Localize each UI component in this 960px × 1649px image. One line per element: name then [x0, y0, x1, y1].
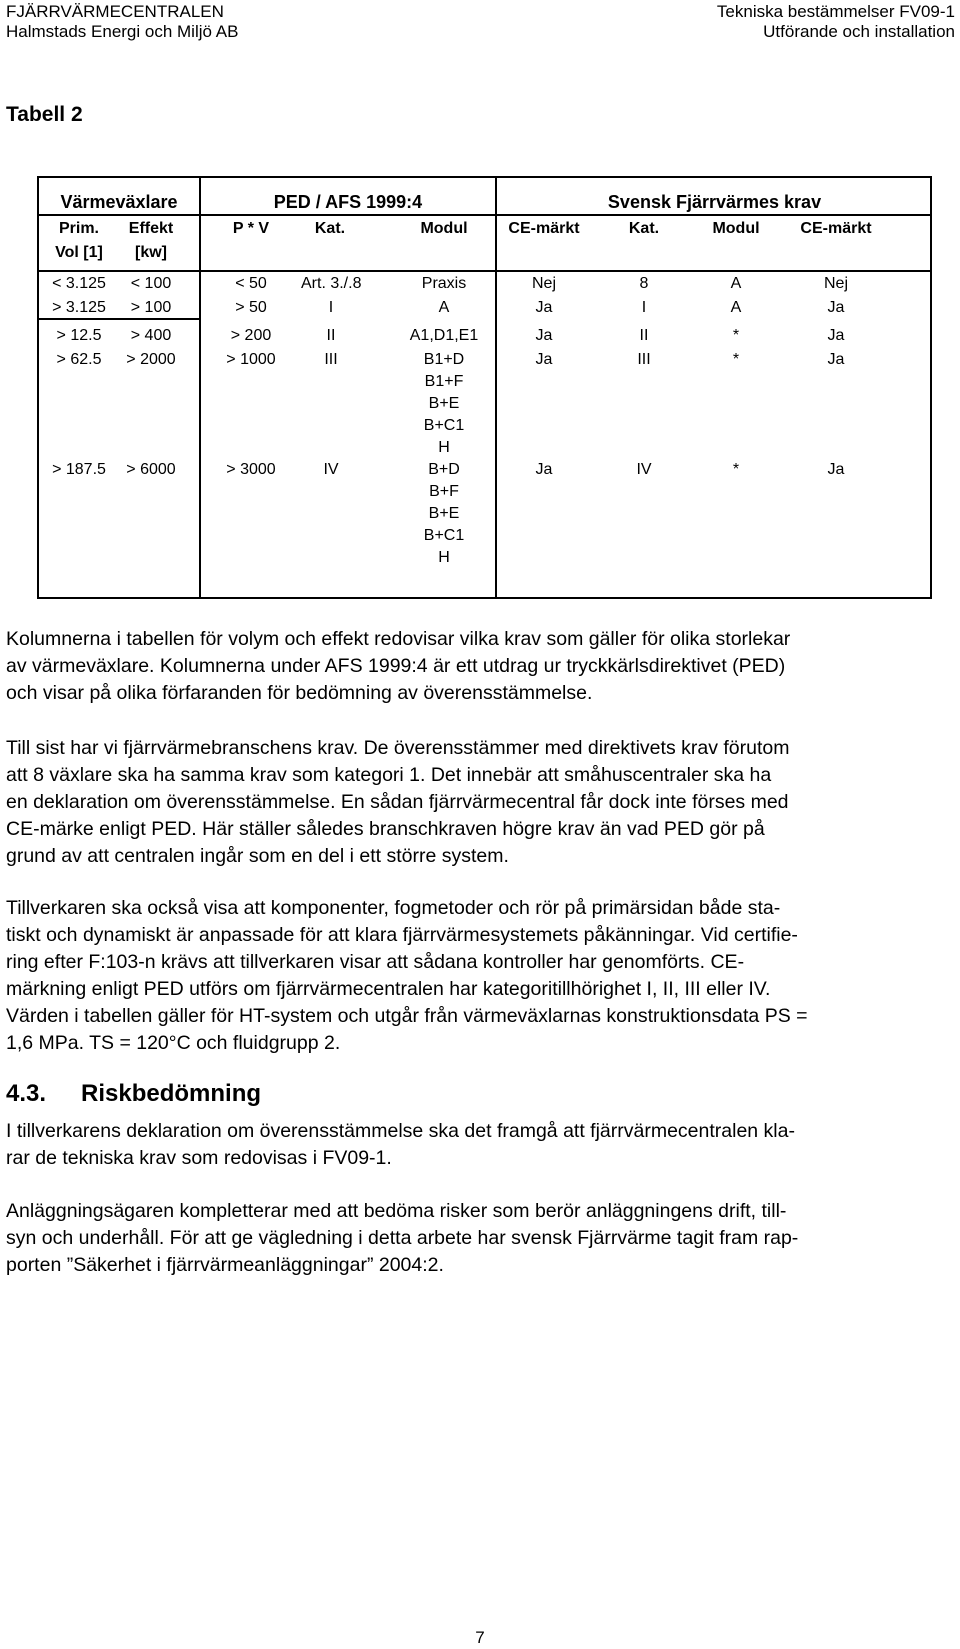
group-heat-exchanger: Värmeväxlare — [60, 192, 178, 212]
table-cell-modul2: A — [730, 299, 742, 316]
paragraph-line: syn och underhåll. För att ge vägledning i detta arbete har svensk Fjärrvärme tagit fram rap- — [6, 1227, 799, 1249]
table-cell-pv: > 50 — [235, 299, 267, 316]
table-cell-modul: B+E — [428, 395, 460, 412]
paragraph-line: CE-märke enligt PED. Här ställer således branschkraven högre krav än vad PED gör på — [6, 818, 765, 840]
table-cell-kat: IV — [323, 461, 339, 478]
table-cell-ce2: Ja — [827, 299, 845, 316]
col-header-effekt — [111, 217, 191, 265]
section-number: 4.3. — [6, 1080, 47, 1107]
table-cell-kat2: IV — [636, 461, 652, 478]
table-cell-pv: > 3000 — [226, 461, 276, 478]
paragraph-table-explanation — [6, 626, 956, 707]
col-header-ce: CE-märkt — [508, 220, 580, 237]
page-header-right — [717, 2, 955, 42]
header-org: FJÄRRVÄRMECENTRALEN — [6, 2, 224, 21]
table-cell-effekt: < 100 — [130, 275, 172, 292]
table-cell-prim: > 187.5 — [52, 461, 106, 478]
group-ped-afs: PED / AFS 1999:4 — [273, 192, 423, 212]
table-cell-modul2: * — [732, 461, 740, 478]
table-divider — [39, 214, 930, 216]
paragraph-line: Kolumnerna i tabellen för volym och effekt redovisar vilka krav som gäller för olika storlekar — [6, 628, 791, 650]
requirements-table — [37, 176, 932, 599]
paragraph-line: av värmeväxlare. Kolumnerna under AFS 1999:4 är ett utdrag ur tryckkärlsdirektivet (PED) — [6, 655, 786, 677]
col-header-prim-line2: Vol [1] — [55, 244, 103, 261]
table-cell-prim: > 62.5 — [56, 351, 102, 368]
table-cell-ce2: Nej — [823, 275, 848, 292]
table-cell-modul: B+E — [428, 505, 460, 522]
paragraph-line: grund av att centralen ingår som en del i ett större system. — [6, 845, 509, 867]
paragraph-risk-assessment — [6, 1198, 956, 1279]
paragraph-line: en deklaration om överensstämmelse. En sådan fjärrvärmecentral får dock inte förses med — [6, 791, 789, 813]
header-company: Halmstads Energi och Miljö AB — [6, 22, 239, 41]
col-header-modul: Modul — [420, 220, 468, 237]
header-doc-subtitle: Utförande och installation — [763, 22, 955, 41]
paragraph-line: ring efter F:103-n krävs att tillverkaren visar att sådana kontroller har genomförts. CE- — [6, 951, 745, 973]
table-cell-modul: B+F — [429, 483, 459, 500]
table-cell-ce2: Ja — [827, 327, 845, 344]
col-header-prim-line1: Prim. — [58, 220, 99, 237]
page-header-left — [6, 2, 238, 42]
table-cell-modul: B+C1 — [423, 417, 465, 434]
table-cell-ce: Nej — [531, 275, 556, 292]
paragraph-line: Anläggningsägaren kompletterar med att bedöma risker som berör anläggningens drift, till- — [6, 1200, 787, 1222]
table-cell-kat2: III — [637, 351, 651, 368]
table-divider — [199, 178, 201, 597]
header-doc-title: Tekniska bestämmelser FV09-1 — [716, 2, 955, 21]
paragraph-line: att 8 växlare ska ha samma krav som kategori 1. Det innebär att småhuscentraler ska ha — [6, 764, 772, 786]
paragraph-line: Tillverkaren ska också visa att komponenter, fogmetoder och rör på primärsidan både sta- — [6, 897, 781, 919]
paragraph-industry-requirements — [6, 735, 956, 870]
paragraph-line: Till sist har vi fjärrvärmebranschens krav. De överensstämmer med direktivets krav förutom — [6, 737, 790, 759]
paragraph-line: märkning enligt PED utförs om fjärrvärmecentralen har kategoritillhörighet I, II, III eller IV. — [6, 978, 771, 1000]
table-cell-modul: H — [438, 549, 450, 566]
section-title: Riskbedömning — [81, 1080, 262, 1107]
table-cell-ce2: Ja — [827, 461, 845, 478]
paragraph-manufacturer — [6, 895, 956, 1057]
paragraph-line: Värden i tabellen gäller för HT-system och utgår från värmeväxlarnas konstruktionsdata PS = — [6, 1005, 808, 1027]
table-cell-effekt: > 400 — [130, 327, 172, 344]
col-header-prim — [39, 217, 119, 265]
group-sfv-requirements: Svensk Fjärrvärmes krav — [607, 192, 822, 212]
col-header-effekt-line1: Effekt — [128, 220, 174, 237]
table-cell-kat: Art. 3./.8 — [301, 275, 362, 292]
paragraph-line: tiskt och dynamiskt är anpassade för att klara fjärrvärmesystemets påkänningar. Vid certifie- — [6, 924, 798, 946]
table-cell-modul2: A — [730, 275, 742, 292]
table-cell-kat: II — [326, 327, 336, 344]
table-cell-modul2: * — [732, 351, 740, 368]
table-cell-pv: > 1000 — [226, 351, 276, 368]
section-heading — [6, 1080, 261, 1108]
table-title: Tabell 2 — [6, 103, 83, 126]
table-cell-kat: I — [328, 299, 334, 316]
table-cell-modul2: * — [732, 327, 740, 344]
table-cell-effekt: > 100 — [130, 299, 172, 316]
table-cell-prim: < 3.125 — [52, 275, 106, 292]
table-cell-prim: > 12.5 — [56, 327, 102, 344]
table-cell-pv: < 50 — [235, 275, 267, 292]
col-header-ce2: CE-märkt — [800, 220, 872, 237]
table-cell-ce: Ja — [535, 461, 553, 478]
col-header-kat2: Kat. — [628, 220, 660, 237]
table-cell-modul: B1+F — [424, 373, 464, 390]
table-cell-kat2: I — [641, 299, 647, 316]
table-cell-ce: Ja — [535, 327, 553, 344]
paragraph-line: och visar på olika förfaranden för bedömning av överensstämmelse. — [6, 682, 593, 704]
table-cell-kat2: II — [639, 327, 649, 344]
page-number: 7 — [475, 1628, 485, 1647]
table-cell-effekt: > 6000 — [126, 461, 176, 478]
table-cell-modul: A1,D1,E1 — [409, 327, 479, 344]
table-cell-pv: > 200 — [230, 327, 272, 344]
table-cell-kat2: 8 — [639, 275, 649, 292]
table-cell-modul: B+D — [428, 461, 460, 478]
table-cell-effekt: > 2000 — [126, 351, 176, 368]
paragraph-line: porten ”Säkerhet i fjärrvärmeanläggningar” 2004:2. — [6, 1254, 444, 1276]
col-header-modul2: Modul — [712, 220, 760, 237]
table-cell-kat: III — [324, 351, 338, 368]
table-cell-modul: H — [438, 439, 450, 456]
table-cell-modul: B1+D — [423, 351, 465, 368]
table-divider — [495, 178, 497, 597]
paragraph-line: I tillverkarens deklaration om överensstämmelse ska det framgå att fjärrvärmecentralen kla- — [6, 1120, 795, 1142]
table-cell-ce: Ja — [535, 351, 553, 368]
col-header-kat: Kat. — [314, 220, 346, 237]
table-cell-ce: Ja — [535, 299, 553, 316]
paragraph-declaration — [6, 1118, 956, 1172]
table-cell-ce2: Ja — [827, 351, 845, 368]
table-cell-modul: A — [438, 299, 450, 316]
col-header-effekt-line2: [kw] — [135, 244, 167, 261]
paragraph-line: 1,6 MPa. TS = 120°C och fluidgrupp 2. — [6, 1032, 341, 1054]
col-header-pv: P * V — [232, 220, 270, 237]
table-cell-modul: B+C1 — [423, 527, 465, 544]
table-cell-prim: > 3.125 — [52, 299, 106, 316]
table-cell-modul: Praxis — [421, 275, 467, 292]
paragraph-line: rar de tekniska krav som redovisas i FV09-1. — [6, 1147, 392, 1169]
